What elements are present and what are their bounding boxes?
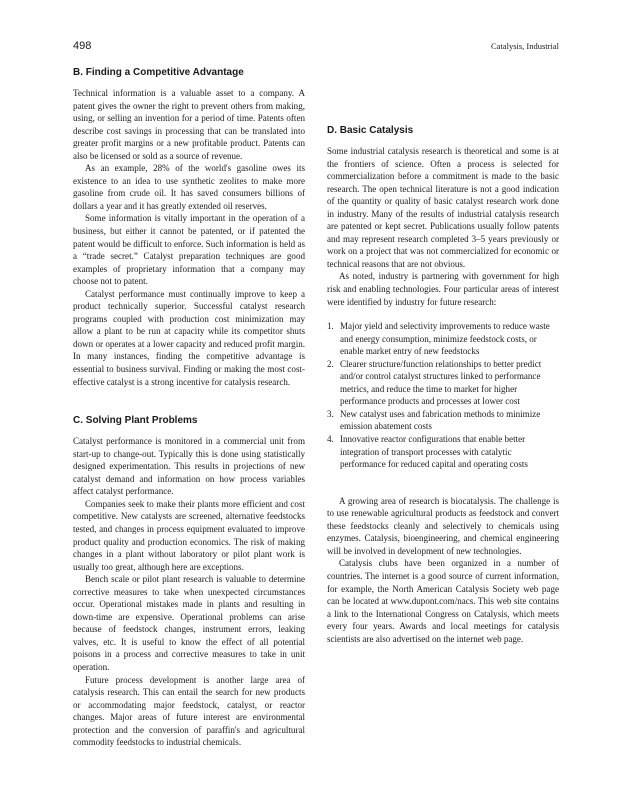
- list-item: [327, 433, 559, 471]
- section-d-paragraph: As noted, industry is partnering with government for high risk and enabling technologies. Four particular areas of interest were identified by industry for future research:: [327, 271, 559, 307]
- list-item-text: Clearer structure/function relationships to better predict and/or control catalyst structures linked to performance metrics, and reduce the time to market for higher performance products and processes at lower cost: [340, 358, 542, 407]
- section-c-paragraph: Future process development is another large area of catalysis research. This can entail the search for new products or accommodating major feedstock, catalyst, or reactor changes. Major areas of future interest are environmental protection and the conversion of paraffin's and agricultural commodity feedstocks to industrial chemicals.: [73, 674, 305, 748]
- section-c-heading: C. Solving Plant Problems: [73, 415, 198, 427]
- list-item: [327, 320, 559, 358]
- section-b-paragraph: Some information is vitally important in the operation of a business, but either it cannot be patented, or if patented the patent would be difficult to enforce. Such information is held as a “trade secret.” Catalyst preparation techniques are good examples of proprietary information that a company may choose not to patent.: [73, 213, 305, 287]
- running-head: Catalysis, Industrial: [491, 41, 559, 51]
- research-areas-list: [327, 320, 559, 471]
- left-column: [73, 66, 305, 749]
- list-item: [327, 358, 559, 408]
- section-b-heading: B. Finding a Competitive Advantage: [73, 67, 244, 78]
- section-b-paragraph: As an example, 28% of the world's gasoline owes its existence to an idea to use synthetic zeolites to make more gasoline from crude oil. It has saved consumers billions of dollars a year and it has greatly extended oil reserves.: [73, 163, 305, 211]
- list-item-text: Major yield and selectivity improvements to reduce waste and energy consumption, minimize feedstock costs, or enable market entry of new feedstocks: [340, 321, 550, 357]
- section-c-paragraph: Bench scale or pilot plant research is valuable to determine corrective measures to take when unexpected circumstances occur. Operational mistakes made in plants and resulting in down-time are expensive. Operational problems can arise because of feedstock changes, instrument errors, leaking valves, etc. It is useful to know the effect of all potential poisons in a process and corrective measures to take in unit operation.: [73, 574, 305, 672]
- section-d-paragraph: A growing area of research is biocatalysis. The challenge is to use renewable agricultural products as feedstock and convert these feedstocks cleanly and selectively to chemicals using enzymes. Catalysis, bioengineering, and chemical engineering will be involved in development of new technologies.: [327, 495, 559, 556]
- list-item-text: Innovative reactor configurations that enable better integration of transport processes with catalytic performance for reduced capital and operating costs: [340, 434, 528, 470]
- list-item-number: 1.: [327, 321, 334, 332]
- section-d-heading: D. Basic Catalysis: [327, 125, 414, 136]
- section-c-paragraph: Companies seek to make their plants more efficient and cost competitive. New catalysts are screened, alternative feedstocks tested, and changes in process equipment evaluated to improve product quality and production economics. The risk of making changes in a plant without laboratory or pilot plant work is usually too great, although here are exceptions.: [73, 498, 305, 572]
- right-column: [327, 66, 559, 645]
- section-d-paragraph: Catalysis clubs have been organized in a number of countries. The internet is a good source of current information, for example, the North American Catalysis Society web page can be located at www.dupont.com/nacs. This web site contains a link to the International Congress on Catalysis, which meets every four years. Awards and local meetings for catalysis scientists are also advertised on the internet web page.: [327, 558, 559, 644]
- section-b-paragraph: Technical information is a valuable asset to a company. A patent gives the owner the right to prevent others from making, using, or selling an invention for a period of time. Patents often describe cost savings in processing that can be translated into greater profit margins or a new profitable product. Patents can also be licensed or sold as a source of revenue.: [73, 88, 305, 161]
- section-c-paragraph: Catalyst performance is monitored in a commercial unit from start-up to change-out. Typically this is done using statistically designed experimentation. This results in projections of new catalyst demand and information on how process variables affect catalyst performance.: [73, 436, 305, 497]
- section-b-paragraph: Catalyst performance must continually improve to keep a product technically superior. Successful catalyst research programs coupled with production cost minimization may allow a plant to be run at capacity while its competitor shuts down or operates at a lower capacity and reduced profit margin. In many instances, finding the competitive advantage is essential to business survival. Finding or making the most cost-effective catalyst is a strong incentive for catalysis research.: [73, 288, 305, 387]
- list-item-number: 2.: [327, 358, 334, 369]
- section-d-paragraph: Some industrial catalysis research is theoretical and some is at the frontiers of science. Often a process is selected for commercialization before a commitment is made to the basic research. The open technical literature is not a good indication of the quantity or quality of basic catalyst research work done in industry. Many of the results of industrial catalysis research are patented or kept secret. Publications usually follow patents and may represent research completed 3–5 years previously or work on a project that was not commercialized for economic or technical reasons that are not obvious.: [327, 146, 559, 269]
- list-item-text: New catalyst uses and fabrication methods to minimize emission abatement costs: [340, 408, 541, 432]
- list-item-number: 4.: [327, 434, 334, 445]
- list-item-number: 3.: [327, 408, 334, 419]
- page-number: 498: [73, 40, 92, 52]
- list-item: [327, 408, 559, 433]
